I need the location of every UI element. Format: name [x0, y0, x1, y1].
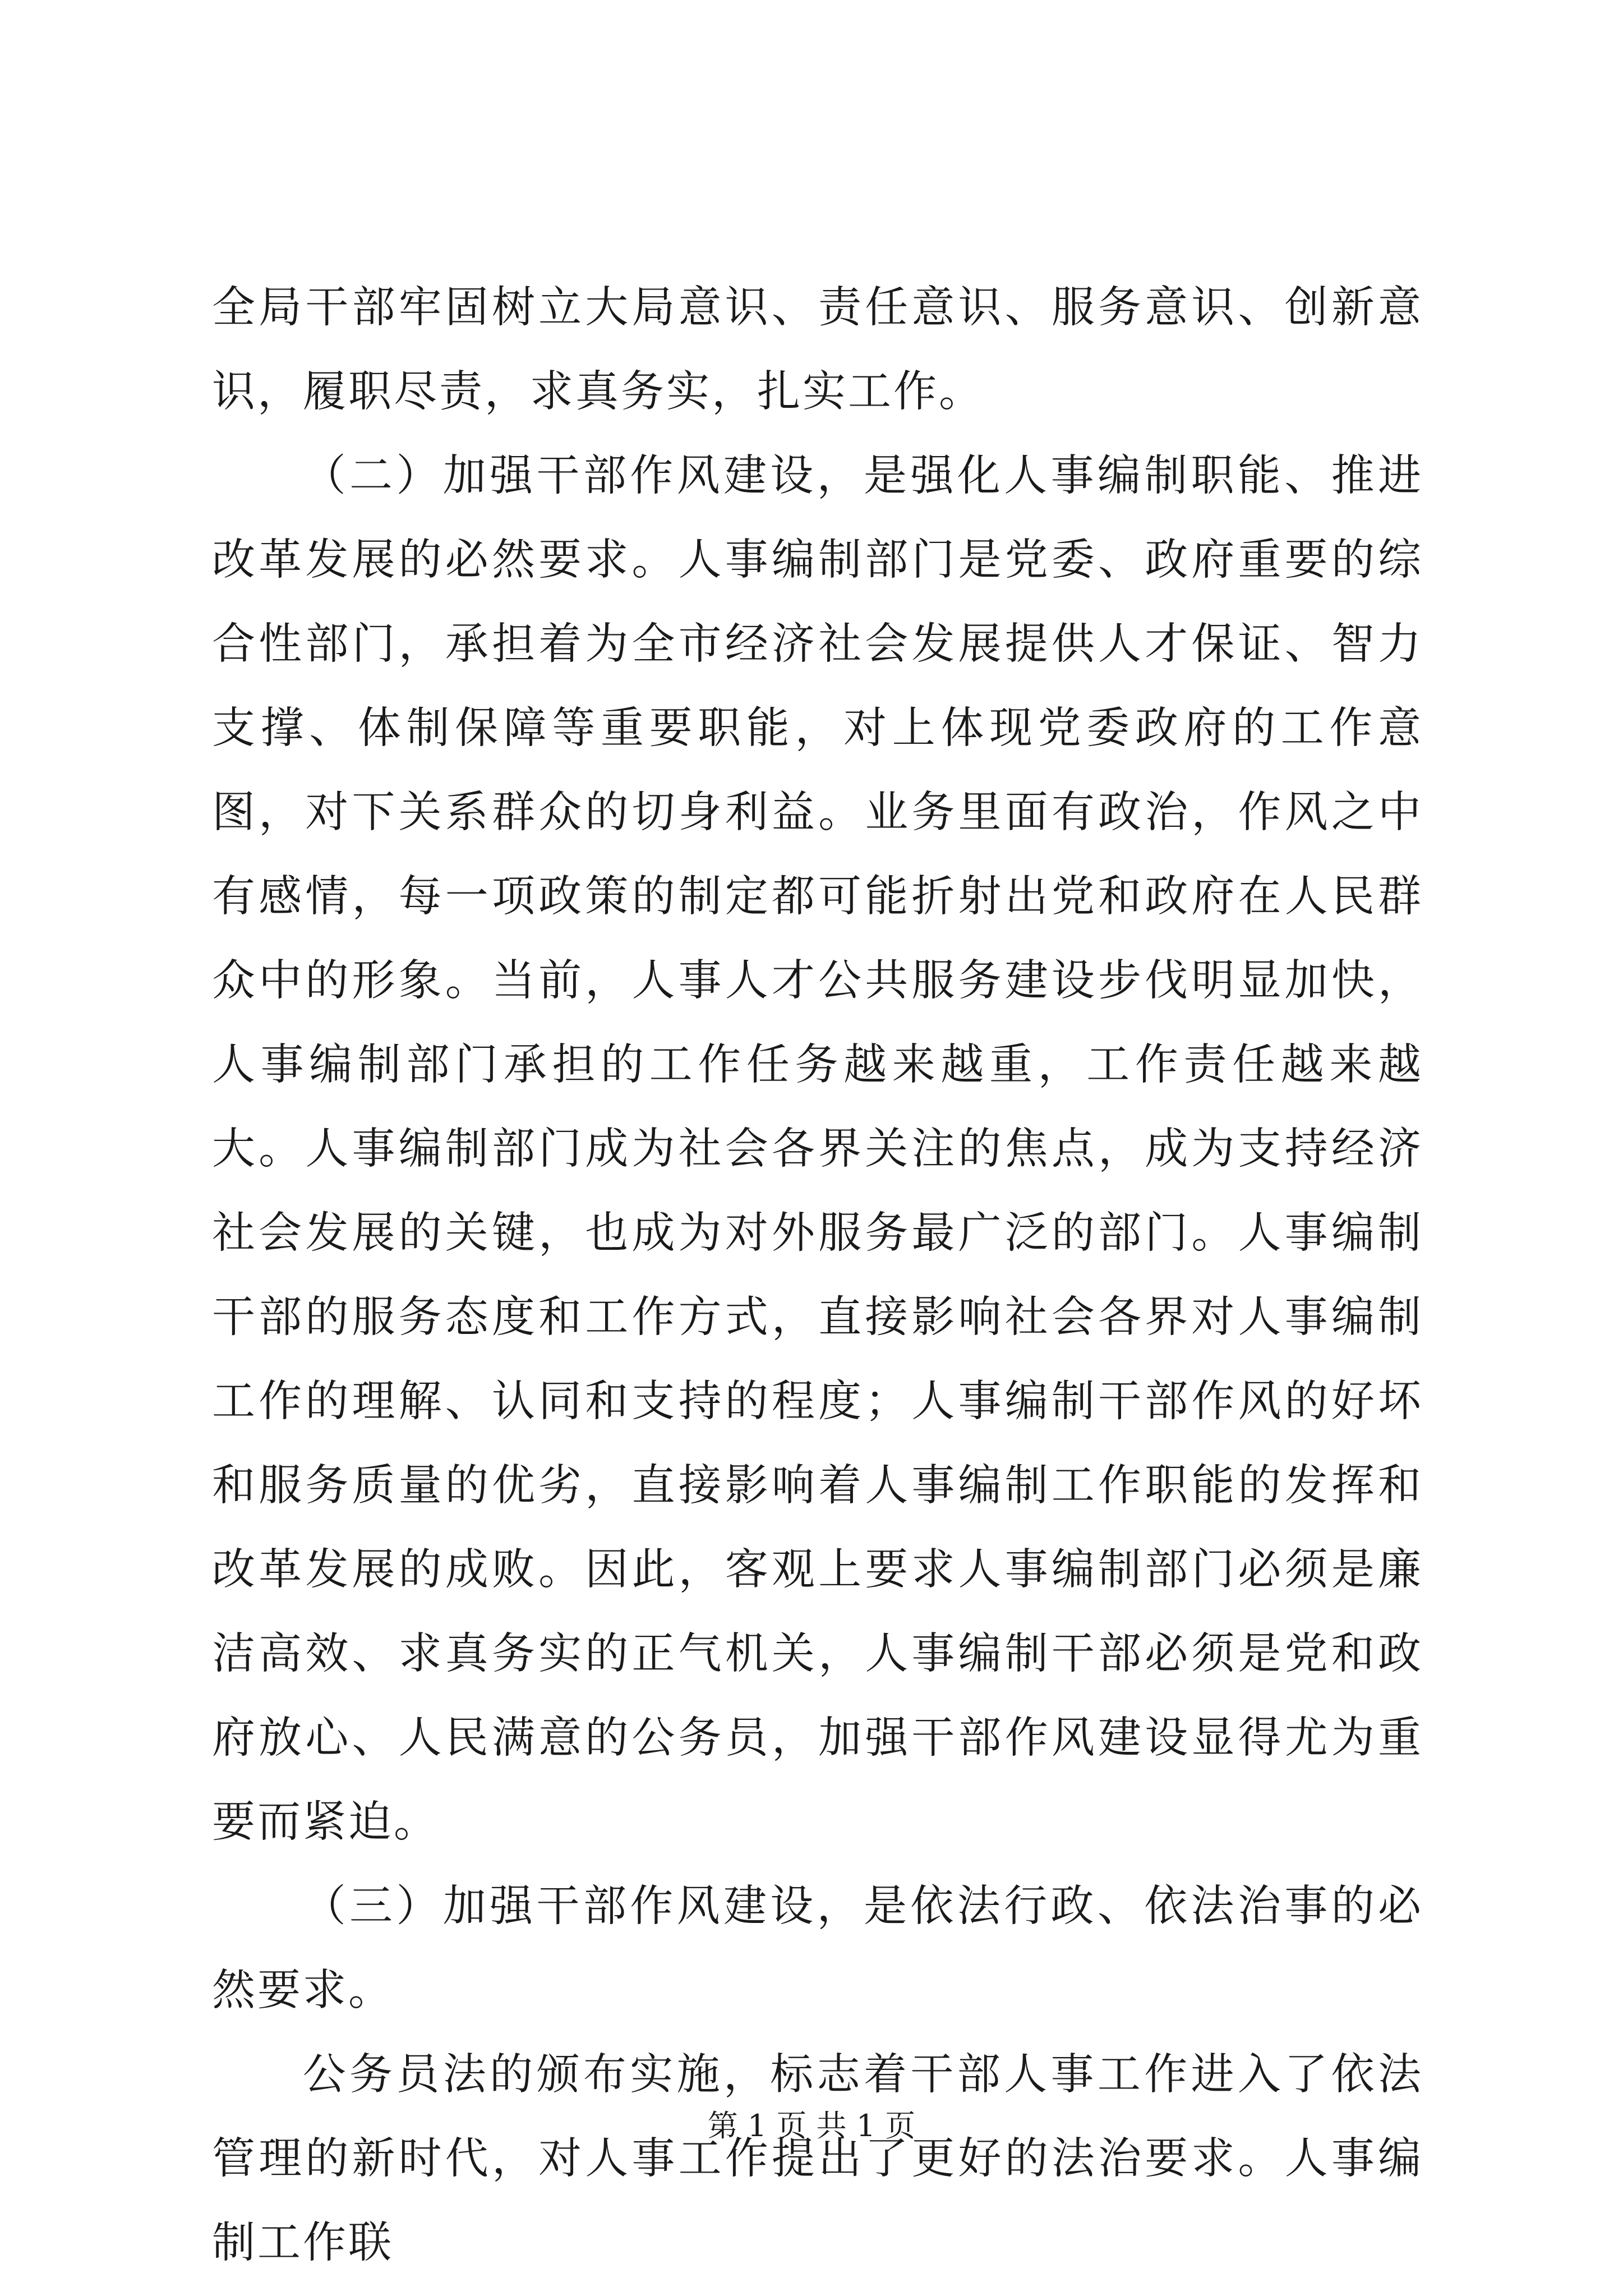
paragraph-section-three: （三）加强干部作风建设，是依法行政、依法治事的必然要求。 [212, 1881, 1423, 2016]
paragraph-civil-servant-law: 公务员法的颁布实施，标志着干部人事工作进入了依法管理的新时代，对人事工作提出了更好的法治要求。人事编制工作联 [212, 2050, 1423, 2268]
page-footer: 第 1 页 共 1 页 [707, 2108, 916, 2143]
paragraph-continuation: 全局干部牢固树立大局意识、责任意识、服务意识、创新意识，履职尽责，求真务实，扎实工作。 [212, 283, 1423, 417]
paragraph-section-two: （二）加强干部作风建设，是强化人事编制职能、推进改革发展的必然要求。人事编制部门是党委、政府重要的综合性部门，承担着为全市经济社会发展提供人才保证、智力支撑、体制保障等重要职能，对上体现党委政府的工作意图，对下关系群众的切身利益。业务里面有政治，作风之中有感情，每一项政策的制定都可能折射出党和政府在人民群众中的形象。当前，人事人才公共服务建设步伐明显加快，人事编制部门承担的工作任务越来越重，工作责任越来越大。人事编制部门成为社会各界关注的焦点，成为支持经济社会发展的关键，也成为对外服务最广泛的部门。人事编制干部的服务态度和工作方式，直接影响社会各界对人事编制工作的理解、认同和支持的程度；人事编制干部作风的好坏和服务质量的优劣，直接影响着人事编制工作职能的发挥和改革发展的成败。因此，客观上要求人事编制部门必须是廉洁高效、求真务实的正气机关，人事编制干部必须是党和政府放心、人民满意的公务员，加强干部作风建设显得尤为重要而紧迫。 [212, 451, 1423, 1847]
document-body [212, 266, 1423, 2285]
